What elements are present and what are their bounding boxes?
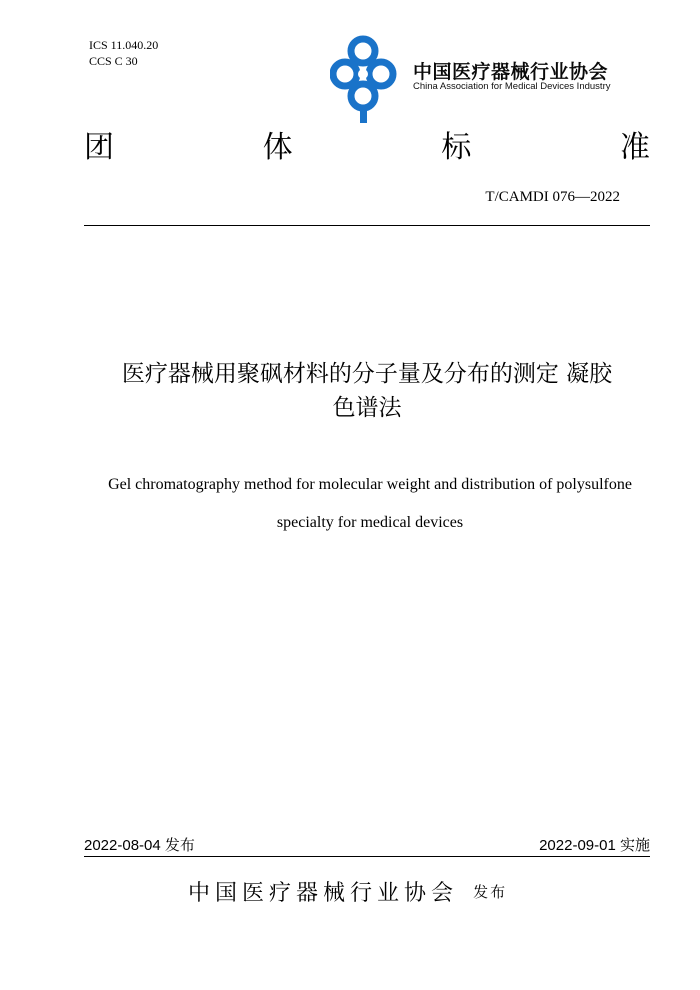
title-en xyxy=(60,466,680,542)
ics-code: ICS 11.040.20 xyxy=(89,38,159,52)
publisher xyxy=(188,876,507,907)
standard-number: T/CAMDI 076—2022 xyxy=(485,189,620,205)
organization-logo xyxy=(330,33,630,125)
ccs-code: CCS C 30 xyxy=(89,54,138,68)
publisher-name: 中国医疗器械行业协会 xyxy=(188,881,459,906)
title-en-line: specialty for medical devices xyxy=(276,514,464,531)
dates-row xyxy=(84,836,650,856)
issue-date: 2022-08-04 发布 xyxy=(84,837,195,854)
title-cn-line: 医疗器械用聚砜材料的分子量及分布的测定 凝胶 xyxy=(121,361,613,387)
title-cn xyxy=(84,357,650,425)
standard-type-char: 团 xyxy=(84,130,114,165)
top-divider xyxy=(84,225,650,226)
title-cn-line: 色谱法 xyxy=(332,395,402,421)
standard-type-char: 体 xyxy=(262,130,293,165)
title-en-line: Gel chromatography method for molecular weight and distribution of polysulfone xyxy=(108,476,632,493)
standard-type-heading xyxy=(84,128,650,168)
standard-type-char: 准 xyxy=(619,130,650,165)
organization-name-cn: 中国医疗器械行业协会 xyxy=(413,61,609,83)
publisher-suffix: 发布 xyxy=(473,883,508,901)
implementation-date: 2022-09-01 实施 xyxy=(539,837,650,854)
camdi-emblem-icon xyxy=(330,33,410,125)
classification-codes xyxy=(89,37,158,69)
bottom-divider xyxy=(84,856,650,857)
standard-type-char: 标 xyxy=(441,130,472,165)
organization-name-en: China Association for Medical Devices Industry xyxy=(413,81,611,92)
